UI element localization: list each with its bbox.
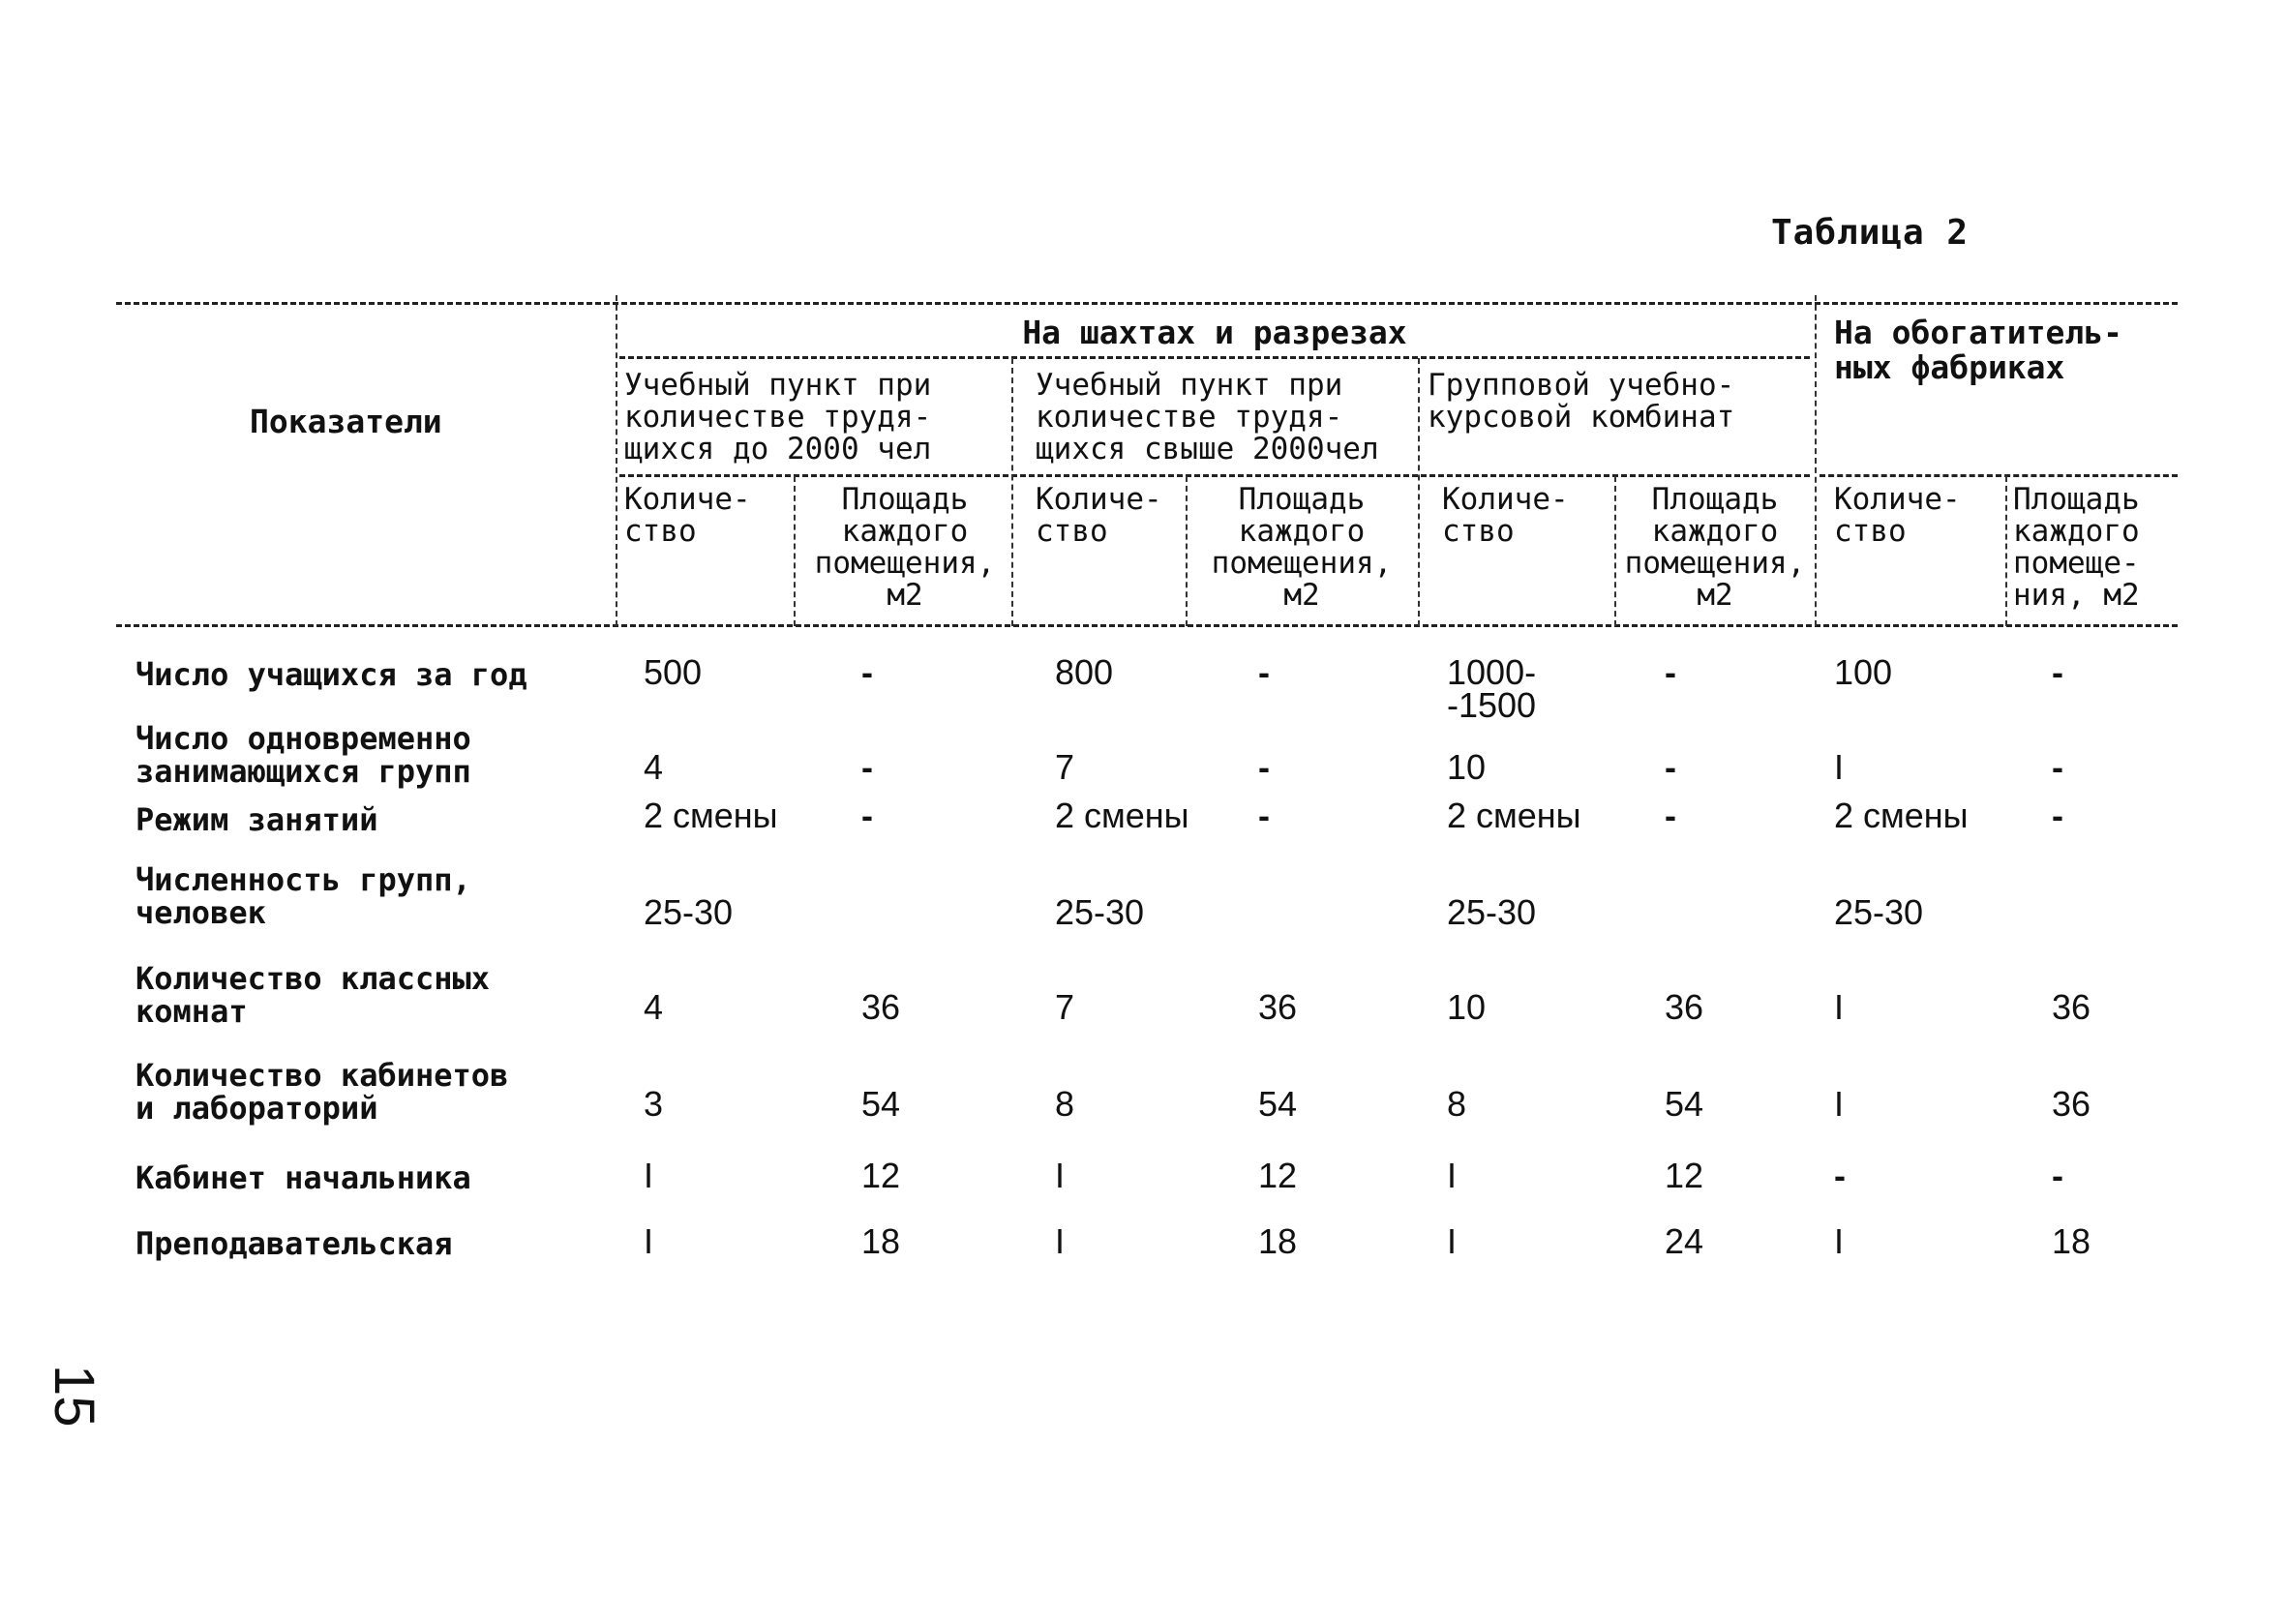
header-area-2: Площадь каждого помещения, м2 bbox=[1211, 482, 1393, 613]
cell: I bbox=[1447, 1221, 1458, 1261]
cell: 18 bbox=[1258, 1221, 1298, 1261]
cell: 7 bbox=[1055, 987, 1075, 1027]
subgroup-header-rule bbox=[619, 474, 1810, 477]
row-label: Преподавательская bbox=[135, 1225, 453, 1262]
group-header-rule bbox=[619, 356, 1810, 359]
cell: 4 bbox=[644, 747, 664, 787]
cell: 25-30 bbox=[1447, 892, 1537, 932]
cell: 24 bbox=[1665, 1221, 1704, 1261]
cell: - bbox=[1665, 747, 1676, 787]
table-caption: Таблица 2 bbox=[1771, 213, 1970, 253]
header-indicators: Показатели bbox=[250, 403, 442, 440]
cell: 2 смены bbox=[1447, 796, 1581, 835]
cell: 36 bbox=[1258, 987, 1298, 1027]
cell: I bbox=[1055, 1156, 1066, 1195]
cell: 10 bbox=[1447, 987, 1487, 1027]
col-divider-3 bbox=[1011, 358, 1013, 626]
cell: 500 bbox=[644, 652, 703, 692]
header-qty-4: Количе- ство bbox=[1834, 482, 1961, 549]
col-divider-4 bbox=[1186, 476, 1188, 626]
col-divider-6 bbox=[1614, 476, 1616, 626]
cell: I bbox=[1055, 1221, 1066, 1261]
cell: 100 bbox=[1834, 652, 1893, 692]
header-qty-3: Количе- ство bbox=[1442, 482, 1569, 549]
col-divider-8 bbox=[2005, 476, 2007, 626]
row-label: Режим занятий bbox=[135, 801, 378, 838]
cell: 4 bbox=[644, 987, 664, 1027]
cell: - bbox=[1258, 652, 1270, 692]
cell: I bbox=[644, 1221, 654, 1261]
cell: - bbox=[1834, 1156, 1846, 1195]
cell: I bbox=[1834, 1084, 1845, 1124]
row-label: Кабинет начальника bbox=[135, 1159, 471, 1196]
cell: 54 bbox=[861, 1084, 901, 1124]
cell: 36 bbox=[861, 987, 901, 1027]
cell: 25-30 bbox=[1055, 892, 1145, 932]
cell: I bbox=[1834, 987, 1845, 1027]
cell: - bbox=[1258, 747, 1270, 787]
cell: 54 bbox=[1665, 1084, 1704, 1124]
col-divider-7 bbox=[1815, 295, 1817, 626]
cell: 2 смены bbox=[1055, 796, 1189, 835]
cell: I bbox=[1834, 1221, 1845, 1261]
row-label: Численность групп, человек bbox=[135, 861, 471, 931]
header-area-4: Площадь каждого помеще- ния, м2 bbox=[2013, 482, 2140, 613]
plants-subheader-rule bbox=[1820, 474, 2178, 477]
cell: 54 bbox=[1258, 1084, 1298, 1124]
cell: 8 bbox=[1447, 1084, 1467, 1124]
header-area-3: Площадь каждого помещения, м2 bbox=[1624, 482, 1806, 613]
cell: 3 bbox=[644, 1084, 664, 1124]
row-label: Число одновременно занимающихся групп bbox=[135, 720, 471, 790]
cell: 12 bbox=[1258, 1156, 1298, 1195]
cell: - bbox=[2052, 796, 2063, 835]
cell: - bbox=[861, 747, 873, 787]
cell: - bbox=[1258, 796, 1270, 835]
page-number: 15 bbox=[43, 1365, 105, 1428]
row-label: Количество кабинетов и лабораторий bbox=[135, 1057, 509, 1127]
cell: 18 bbox=[861, 1221, 901, 1261]
header-mines-group: На шахтах и разрезах bbox=[1022, 314, 1407, 351]
cell: 36 bbox=[1665, 987, 1704, 1027]
cell: - bbox=[2052, 747, 2063, 787]
cell: I bbox=[644, 1156, 654, 1195]
cell: I bbox=[1447, 1156, 1458, 1195]
cell: 2 смены bbox=[644, 796, 778, 835]
cell: 25-30 bbox=[644, 892, 734, 932]
cell: 18 bbox=[2052, 1221, 2091, 1261]
row-label: Количество классных комнат bbox=[135, 960, 491, 1030]
cell: 8 bbox=[1055, 1084, 1075, 1124]
cell: - bbox=[1665, 796, 1676, 835]
cell: 2 смены bbox=[1834, 796, 1969, 835]
header-combine: Групповой учебно- курсовой комбинат bbox=[1428, 368, 1735, 435]
cell: - bbox=[861, 652, 873, 692]
cell: 12 bbox=[861, 1156, 901, 1195]
cell: - bbox=[861, 796, 873, 835]
cell: 1000- -1500 bbox=[1447, 652, 1537, 725]
header-qty-2: Количе- ство bbox=[1036, 482, 1162, 549]
header-point-small: Учебный пункт при количестве трудя- щихся до 2000 чел bbox=[624, 368, 932, 466]
cell: - bbox=[2052, 652, 2063, 692]
header-qty-1: Количе- ство bbox=[624, 482, 751, 549]
cell: 10 bbox=[1447, 747, 1487, 787]
table-top-rule bbox=[116, 302, 2178, 305]
col-divider-2 bbox=[794, 476, 796, 626]
col-divider-1 bbox=[616, 295, 617, 626]
cell: - bbox=[2052, 1156, 2063, 1195]
cell: 12 bbox=[1665, 1156, 1704, 1195]
cell: 7 bbox=[1055, 747, 1075, 787]
header-bottom-rule bbox=[116, 624, 2178, 627]
cell: 800 bbox=[1055, 652, 1114, 692]
cell: - bbox=[1665, 652, 1676, 692]
cell: 36 bbox=[2052, 1084, 2091, 1124]
header-area-1: Площадь каждого помещения, м2 bbox=[814, 482, 996, 613]
row-label: Число учащихся за год bbox=[135, 656, 527, 693]
cell: 36 bbox=[2052, 987, 2091, 1027]
cell: I bbox=[1834, 747, 1845, 787]
header-plants-group: На обогатитель- ных фабриках bbox=[1834, 314, 2123, 386]
header-point-large: Учебный пункт при количестве трудя- щихся свыше 2000чел bbox=[1036, 368, 1379, 466]
cell: 25-30 bbox=[1834, 892, 1924, 932]
